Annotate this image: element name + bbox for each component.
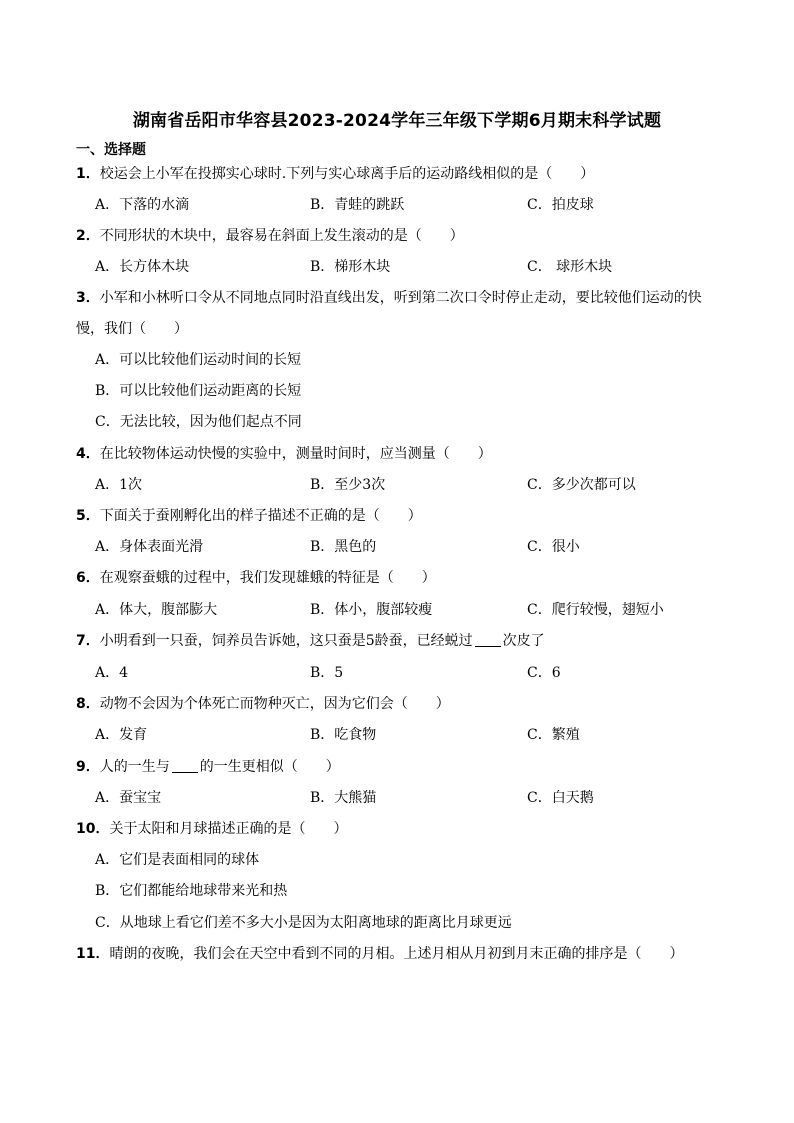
question-text-continued: 慢，我们（ ） [76,321,188,337]
question-text: 人的一生与 [99,759,170,775]
question-text: 小明看到一只蚕，饲养员告诉她，这只蚕是5龄蚕，已经蜕过 [99,633,473,649]
option-b: B．黑色的 [310,539,377,555]
option-a: A．1次 [95,477,143,493]
question-4: 4．在比较物体运动快慢的实验中，测量时间时，应当测量（ ） [76,446,492,462]
option-c: C． 球形木块 [527,259,613,275]
question-11: 11．晴朗的夜晚，我们会在天空中看到不同的月相。上述月相从月初到月末正确的排序是（ ） [76,946,684,962]
question-text: 不同形状的木块中，最容易在斜面上发生滚动的是（ ） [99,228,464,244]
question-5: 5．下面关于蚕刚孵化出的样子描述不正确的是（ ） [76,508,422,524]
option-b: B．至少3次 [310,477,386,493]
question-7: 7．小明看到一只蚕，饲养员告诉她，这只蚕是5龄蚕，已经蜕过 次皮了 [76,633,545,649]
question-text: 校运会上小军在投掷实心球时.下列与实心球离手后的运动路线相似的是（ ） [99,166,595,182]
option-b: B．大熊猫 [310,790,377,806]
option-a: A．可以比较他们运动时间的长短 [95,352,302,368]
option-c: C．很小 [527,539,580,555]
question-8: 8．动物不会因为个体死亡而物种灭亡，因为它们会（ ） [76,696,450,712]
question-text: 动物不会因为个体死亡而物种灭亡，因为它们会（ ） [99,696,450,712]
page-title: 湖南省岳阳市华容县2023-2024学年三年级下学期6月期末科学试题 [132,111,662,131]
question-9: 9．人的一生与 的一生更相似（ ） [76,759,340,775]
option-a: A．发育 [95,727,148,743]
question-text: 在比较物体运动快慢的实验中，测量时间时，应当测量（ ） [99,446,492,462]
question-text: 关于太阳和月球描述正确的是（ ） [109,821,348,837]
option-c: C．无法比较，因为他们起点不同 [95,414,302,430]
question-text: 晴朗的夜晚，我们会在天空中看到不同的月相。上述月相从月初到月末正确的排序是（ ） [109,946,684,962]
question-text: 下面关于蚕刚孵化出的样子描述不正确的是（ ） [99,508,422,524]
question-text-end: 的一生更相似（ ） [199,759,340,775]
answer-blank [475,632,501,647]
question-3: 3．小军和小林听口令从不同地点同时沿直线出发，听到第二次口令时停止走动，要比较他们运动的快 [76,290,702,306]
question-2: 2．不同形状的木块中，最容易在斜面上发生滚动的是（ ） [76,228,464,244]
question-6: 6．在观察蚕蛾的过程中，我们发现雄蛾的特征是（ ） [76,570,436,586]
question-1: 1．校运会上小军在投掷实心球时.下列与实心球离手后的运动路线相似的是（ ） [76,166,595,182]
option-b: B．5 [310,665,344,681]
question-text: 在观察蚕蛾的过程中，我们发现雄蛾的特征是（ ） [99,570,436,586]
question-text-end: 次皮了 [502,633,545,649]
option-b: B．可以比较他们运动距离的长短 [95,383,302,399]
option-a: A．长方体木块 [95,259,190,275]
option-a: A．4 [95,665,129,681]
option-c: C．从地球上看它们差不多大小是因为太阳离地球的距离比月球更远 [95,915,512,931]
option-b: B．它们都能给地球带来光和热 [95,883,288,899]
option-a: A．下落的水滴 [95,197,190,213]
option-a: A．体大，腹部膨大 [95,602,218,618]
option-c: C．繁殖 [527,727,580,743]
answer-blank [172,758,198,773]
section-heading: 一、选择题 [76,142,146,158]
option-b: B．吃食物 [310,727,377,743]
option-a: A．它们是表面相同的球体 [95,852,260,868]
option-c: C．6 [527,665,561,681]
option-b: B．体小，腹部较瘦 [310,602,433,618]
question-text: 小军和小林听口令从不同地点同时沿直线出发，听到第二次口令时停止走动，要比较他们运动的快 [99,290,702,306]
option-a: A．身体表面光滑 [95,539,204,555]
question-10: 10．关于太阳和月球描述正确的是（ ） [76,821,348,837]
option-b: B．青蛙的跳跃 [310,197,405,213]
option-c: C．白天鹅 [527,790,594,806]
option-c: C．拍皮球 [527,197,594,213]
option-b: B．梯形木块 [310,259,391,275]
option-c: C．多少次都可以 [527,477,636,493]
option-c: C．爬行较慢，翅短小 [527,602,664,618]
option-a: A．蚕宝宝 [95,790,162,806]
